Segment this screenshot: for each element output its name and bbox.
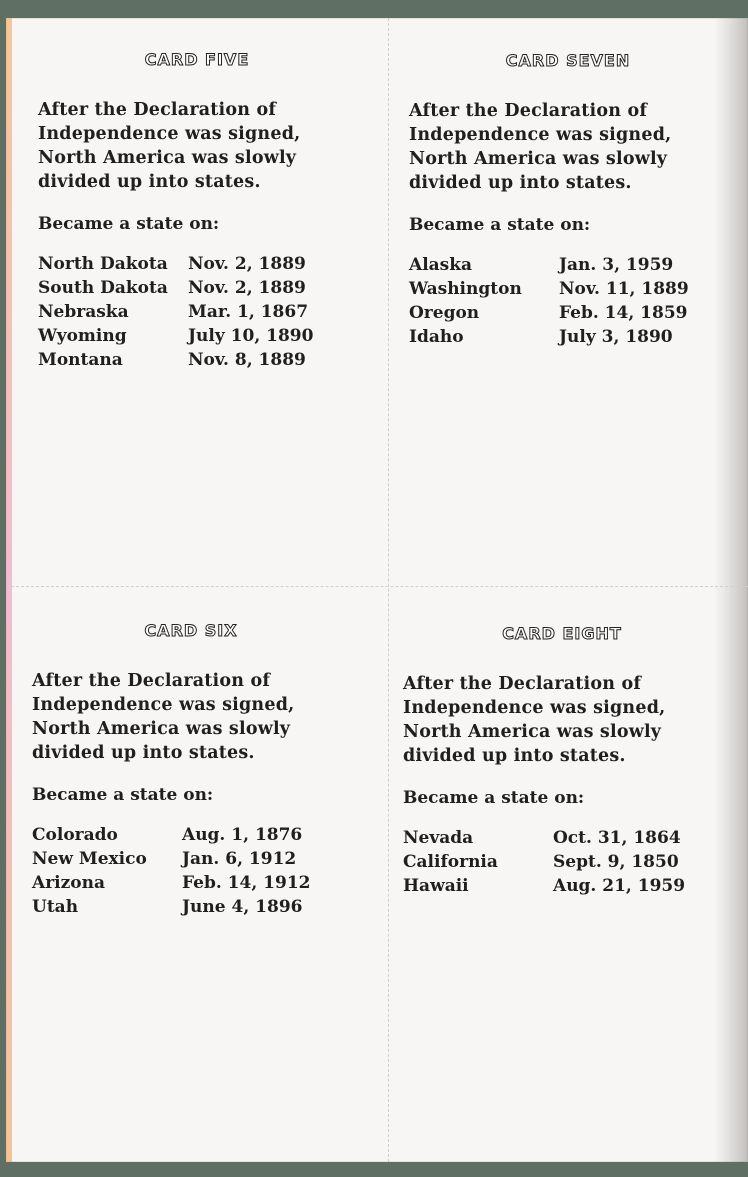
state-name: Nebraska — [38, 302, 129, 322]
state-date: July 3, 1890 — [559, 327, 673, 347]
state-name: Nevada — [403, 828, 474, 848]
state-date: Feb. 14, 1912 — [182, 873, 311, 893]
state-name: Colorado — [32, 825, 118, 845]
state-date: Aug. 1, 1876 — [182, 825, 303, 845]
state-date: July 10, 1890 — [188, 326, 314, 346]
page-edge-tint — [6, 18, 12, 1162]
card-six — [32, 621, 350, 919]
state-list — [403, 826, 721, 898]
state-date: Mar. 1, 1867 — [188, 302, 309, 322]
horizontal-cut-line — [6, 586, 748, 587]
state-name: North Dakota — [38, 254, 168, 274]
state-list — [38, 252, 356, 372]
state-date: Jan. 3, 1959 — [559, 255, 674, 275]
card-intro: After the Declaration of Independence was signed, North America was slowly divided up into states. — [38, 100, 301, 192]
state-name: Wyoming — [38, 326, 127, 346]
scanned-page — [6, 18, 748, 1162]
card-five — [38, 50, 356, 372]
card-intro: After the Declaration of Independence was signed, North America was slowly divided up into states. — [32, 671, 295, 763]
state-list — [32, 823, 350, 919]
card-title: CARD EIGHT — [502, 624, 622, 643]
card-title: CARD SEVEN — [505, 51, 631, 70]
state-date: Aug. 21, 1959 — [553, 876, 686, 896]
state-name: Hawaii — [403, 876, 469, 896]
state-date: Nov. 2, 1889 — [188, 278, 306, 298]
card-title: CARD SIX — [144, 621, 238, 640]
state-name: Arizona — [32, 873, 105, 893]
card-eight — [403, 624, 721, 898]
state-date: Nov. 2, 1889 — [188, 254, 306, 274]
state-date: Jan. 6, 1912 — [182, 849, 297, 869]
card-intro: After the Declaration of Independence was signed, North America was slowly divided up into states. — [403, 674, 666, 766]
state-date: Oct. 31, 1864 — [553, 828, 681, 848]
state-name: New Mexico — [32, 849, 147, 869]
card-seven — [409, 51, 727, 349]
became-label: Became a state on: — [38, 214, 220, 234]
became-label: Became a state on: — [32, 785, 214, 805]
state-date: Nov. 11, 1889 — [559, 279, 689, 299]
state-date: Sept. 9, 1850 — [553, 852, 679, 872]
state-name: Idaho — [409, 327, 464, 347]
state-name: California — [403, 852, 498, 872]
state-date: June 4, 1896 — [182, 897, 303, 917]
state-name: Utah — [32, 897, 79, 917]
state-name: South Dakota — [38, 278, 168, 298]
state-date: Nov. 8, 1889 — [188, 350, 306, 370]
state-name: Alaska — [409, 255, 473, 275]
card-intro: After the Declaration of Independence was signed, North America was slowly divided up into states. — [409, 101, 672, 193]
became-label: Became a state on: — [403, 788, 585, 808]
vertical-cut-line — [388, 18, 389, 1162]
state-name: Montana — [38, 350, 123, 370]
card-title: CARD FIVE — [144, 50, 250, 69]
state-list — [409, 253, 727, 349]
became-label: Became a state on: — [409, 215, 591, 235]
state-name: Washington — [409, 279, 522, 299]
state-date: Feb. 14, 1859 — [559, 303, 688, 323]
state-name: Oregon — [409, 303, 480, 323]
